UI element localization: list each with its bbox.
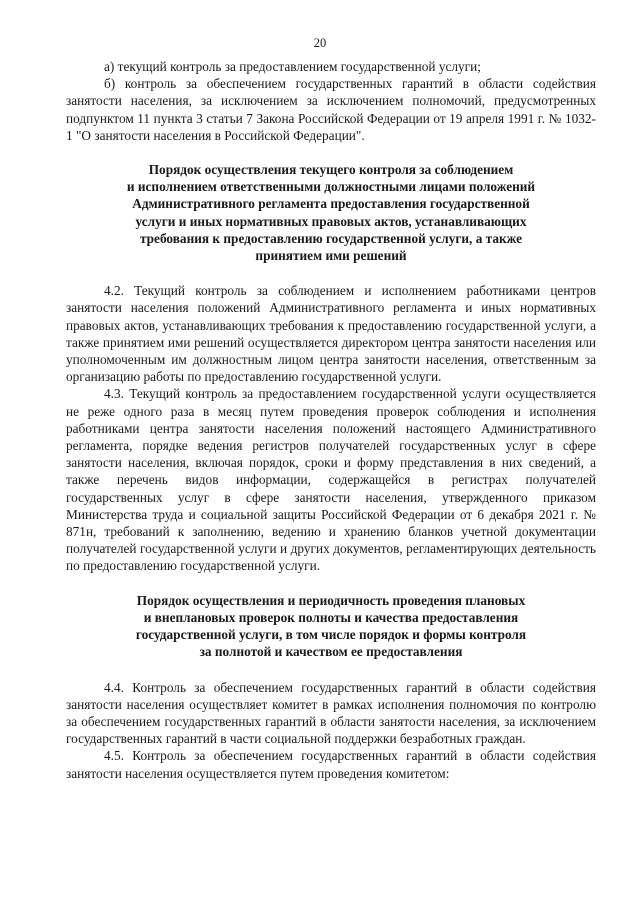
paragraph-4-5: 4.5. Контроль за обеспечением государственных гарантий в области содействия занятости населения осуществляется путем проведения комитетом:	[66, 748, 596, 781]
paragraph-4-2: 4.2. Текущий контроль за соблюдением и исполнением работниками центров занятости населения положений Административного регламента и иных нормативных правовых актов, устанавливающих требования к предоставлению государственной услуги, а также принятием ими решений осуществляется директором центра занятости населения или уполномоченным им должностным лицом центра занятости населения, ответственным за организацию работы по предоставлению государственной услуги.	[66, 283, 596, 385]
page-number: 20	[313, 36, 327, 50]
section-heading-inspections	[66, 592, 596, 661]
section-heading-current-control	[66, 161, 596, 264]
paragraph-4-3: 4.3. Текущий контроль за предоставлением государственной услуги осуществляется не реже одного раза в месяц путем проведения проверок соблюдения и исполнения работниками центра занятости населения положений настоящего Административного регламента, порядке ведения регистров получателей государственных услуг в сфере занятости населения, включая порядок, сроки и форму представления в них сведений, а также перечень видов информации, содержащейся в регистрах получателей государственных услуг в сфере занятости населения, утвержденного приказом Министерства труда и социальной защиты Российской Федерации от 6 декабря 2021 г. № 871н, требований к заполнению, ведению и хранению бланков учетной документации получателей государственной услуги и других документов, регламентирующих деятельность по предоставлению государственной услуги.	[66, 386, 596, 574]
section-heading-2-text: Порядок осуществления и периодичность проведения плановых и внеплановых проверок полноты и качества предоставления государственной услуги, в том числе порядок и формы контроля за полнотой и качеством ее предоставления	[135, 592, 527, 660]
document-body	[66, 58, 596, 782]
intro-item-a: а) текущий контроль за предоставлением государственной услуги;	[104, 59, 481, 74]
paragraph-4-4: 4.4. Контроль за обеспечением государственных гарантий в области содействия занятости населения осуществляет комитет в рамках исполнения полномочия по контролю за обеспечением государственных гарантий в области занятости населения, за исключением государственных гарантий в части социальной поддержки безработных граждан.	[66, 679, 596, 747]
section-heading-1-text: Порядок осуществления текущего контроля за соблюдением и исполнением ответственными должностными лицами положений Административного регламента предоставления государственной услуги и иных нормативных правовых актов, устанавливающих требования к предоставлению государственной услуги, а также принятием ими решений	[126, 162, 536, 264]
intro-item-b: б) контроль за обеспечением государственных гарантий в области содействия занятости населения, за исключением за исключением полномочий, предусмотренных подпунктом 11 пункта 3 статьи 7 Закона Российской Федерации от 19 апреля 1991 г. № 1032-1 "О занятости населения в Российской Федерации".	[66, 76, 596, 143]
